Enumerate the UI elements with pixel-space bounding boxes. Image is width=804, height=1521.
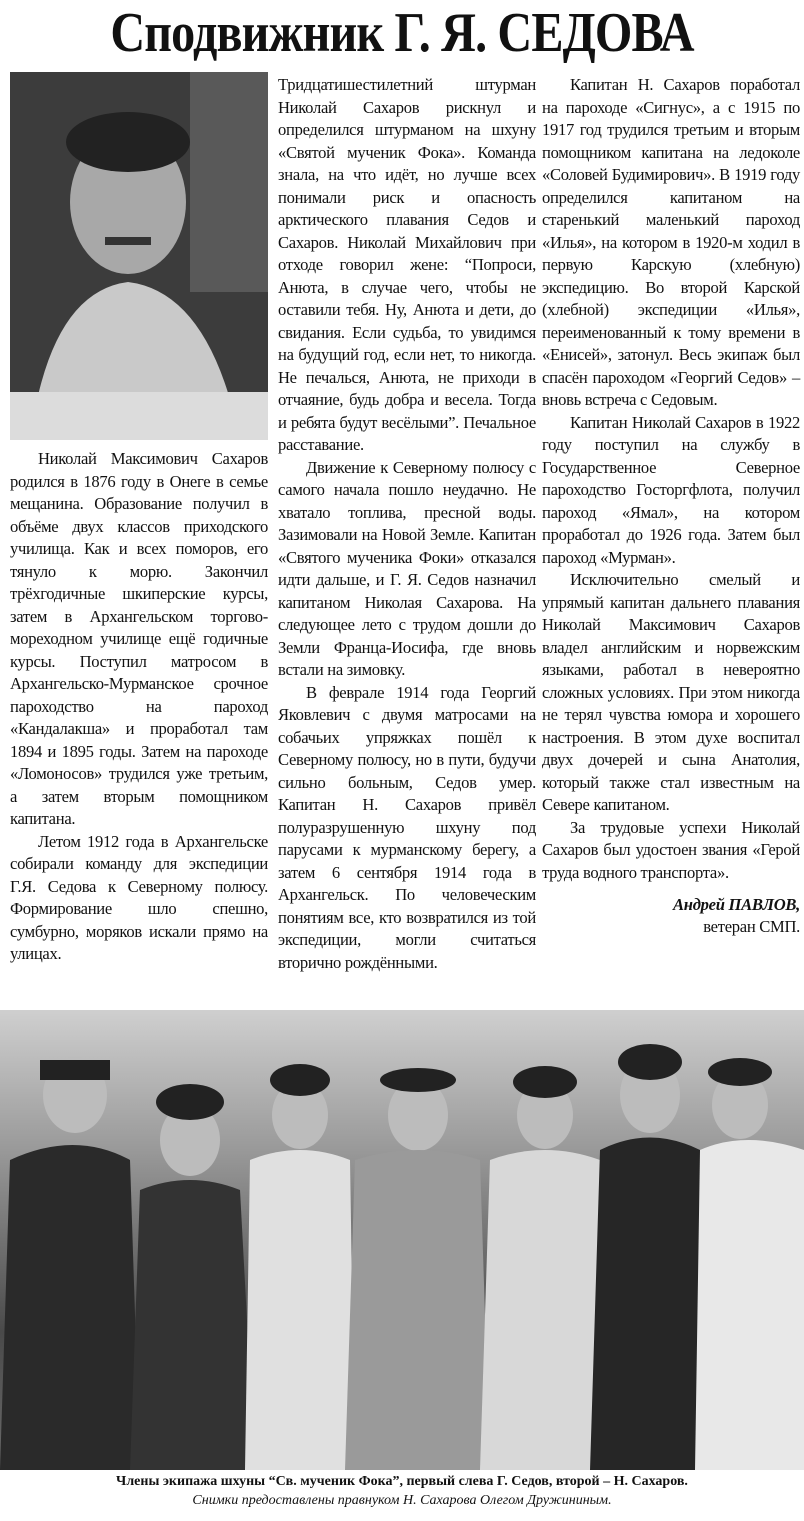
paragraph: Исключительно смелый и упрямый капитан дальнего плавания Николай Максимович Сахаров владел английским и норвежским языками, работал в невероятно сложных условиях. При этом никогда не терял чувства юмора и хорошего настроения. В этом духе воспитал двух дочерей и сына Анатолия, который также стал известным на Севере капитаном. <box>542 570 800 814</box>
column-3 <box>542 74 800 938</box>
crew-group-photo <box>0 1010 804 1470</box>
column-1 <box>10 448 268 966</box>
author-name: Андрей ПАВЛОВ, <box>673 895 800 914</box>
photo-caption <box>0 1472 804 1510</box>
article-title: Сподвижник Г. Я. СЕДОВА <box>110 2 694 64</box>
portrait-photo <box>10 72 268 440</box>
paragraph: Капитан Н. Сахаров поработал на пароходе «Сигнус», а с 1915 по 1917 год трудился третьим и вторым помощником капитана на ледоколе «Соловей Будимирович». В 1919 году определился капитаном на старенький маленький пароход «Илья», на котором в 1920-м ходил в первую Карскую (хлебную) экспедицию. Во второй Карской (хлебной) экспедиции «Илья», переименованный к тому времени в «Енисей», затонул. Весь экипаж был спасён пароходом «Георгий Седов» – вновь встреча с Седовым. <box>542 75 800 409</box>
paragraph: Движение к Северному полюсу с самого начала пошло неудачно. Не хватало топлива, пресной воды. Зазимовали на Новой Земле. Капитан «Святого мученика Фоки» отказался идти дальше, и Г. Я. Седов назначил капитаном Николая Сахарова. На следующее лето с трудом дошли до Земли Франца-Иосифа, где вновь встали на зимовку. <box>278 457 536 679</box>
paragraph: В феврале 1914 года Георгий Яковлевич с двумя матросами на собачьих упряжках пошёл к Северному полюсу, но в пути, будучи сильно больным, Седов умер. Капитан Н. Сахаров привёл полуразрушенную шхуну под парусами к мурманскому берегу, а затем 6 сентября 1914 года в Архангельск. По человеческим понятиям все, кто возвратился из той экспедиции, могли считаться вторично рождёнными. <box>278 682 536 972</box>
crew-figures <box>0 1010 804 1470</box>
paragraph: Капитан Николай Сахаров в 1922 году поступил на службу в Государственное Северное пароходство Госторгфлота, получил пароход «Ямал», на котором проработал до 1926 года. Затем был пароход «Мурман». <box>542 412 800 567</box>
paragraph: За трудовые успехи Николай Сахаров был удостоен звания «Герой труда водного транспорта». <box>542 817 800 882</box>
caption-credit: Снимки предоставлены правнуком Н. Сахарова Олегом Дружининым. <box>192 1493 612 1508</box>
paragraph: Тридцатишестилетний штурман Николай Сахаров рискнул и определился штурманом на шхуну «Святой мученик Фока». Команда знала, на что идёт, но лучше всех понимали риск и опасность арктического плавания Седов и Сахаров. Николай Михайлович при отходе говорил жене: “Попроси, Анюта, в случае чего, чтобы не оставили тебя. Ну, Анюта и дети, до свидания. Если судьба, то увидимся на будущий год, если нет, то никогда. Не печалься, Анюта, не приходи в отчаяние, будь добра и весела. Тогда и ребята будут весёлыми”. Печальное расставание. <box>278 75 536 454</box>
column-2 <box>278 74 536 974</box>
author-signature <box>542 894 800 938</box>
caption-main: Члены экипажа шхуны “Св. мученик Фока”, первый слева Г. Седов, второй – Н. Сахаров. <box>116 1474 688 1489</box>
portrait-figure <box>10 72 268 440</box>
paragraph: Николай Максимович Сахаров родился в 1876 году в Онеге в семье мещанина. Образование получил в объёме двух классов приходского училища. Как и всех поморов, его тянуло к морю. Закончил трёхгодичные шкиперские курсы, затем в Архангельском торгово-мореходном училище ещё годичные курсы. Поступил матросом в Архангельско-Мурманское срочное пароходство на пароход «Кандалакша» и проработал там 1894 и 1895 годы. Затем на пароходе «Ломоносов» трудился уже третьим, а затем вторым помощником капитана. <box>10 449 268 828</box>
paragraph: Летом 1912 года в Архангельске собирали команду для экспедиции Г.Я. Седова к Северному полюсу. Формирование шло спешно, сумбурно, моряков искали прямо на улицах. <box>10 831 268 963</box>
author-role: ветеран СМП. <box>703 917 800 936</box>
